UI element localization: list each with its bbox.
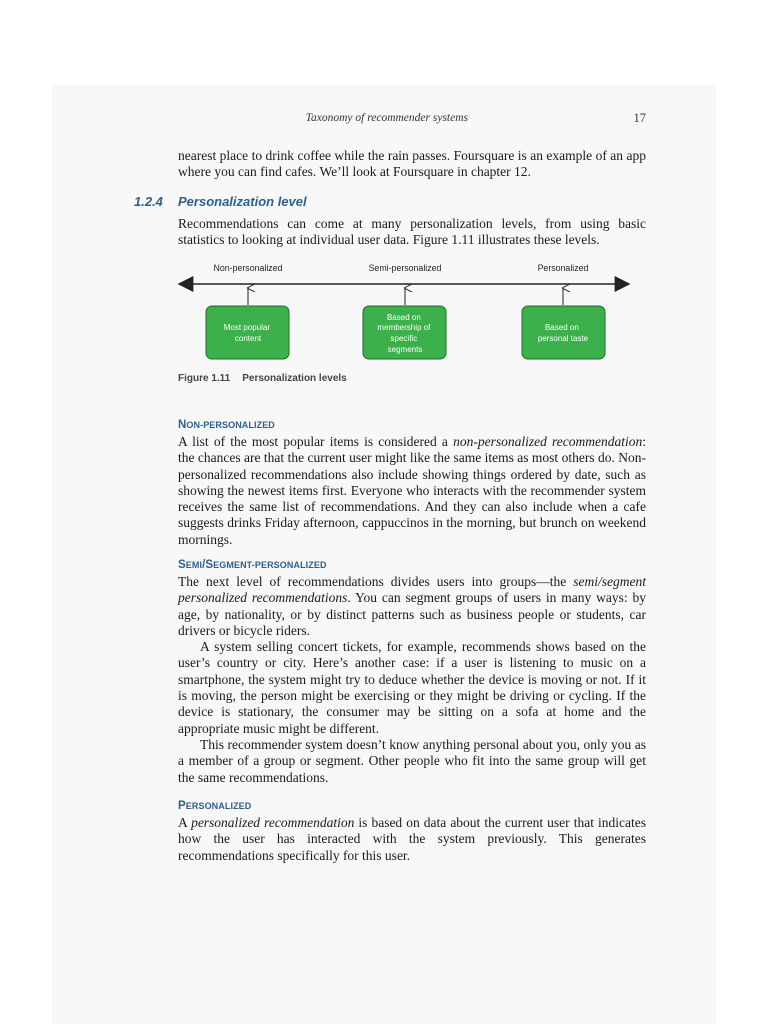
subheading-rest: ERSONALIZED	[185, 801, 252, 811]
box-line: Most popular	[223, 323, 271, 332]
personalized-paragraph	[178, 815, 646, 864]
section-number: 1.2.4	[134, 194, 163, 209]
subheading-letter: P	[178, 800, 186, 812]
text-run: : the chances are that the current user might like the same items as most others do. Non-personalized recommendations also include showing things ordered by date, such as showing the newest items first. Everyone who interacts with the recommender system receives the same list of recommendations. And they can also include when a cafe suggests drinks Friday afternoon, cappuccinos in the morning, but brunch on weekend mornings.	[178, 434, 646, 547]
box-non-personalized	[206, 306, 289, 359]
level-label-non-personalized: Non-personalized	[213, 263, 283, 273]
text-run: . You can segment groups of users in many ways: by age, by nationality, or by distinct patterns such as business people or students, car drivers or bicycle riders.	[178, 590, 646, 638]
subheading-rest: ON-PERSONALIZED	[186, 420, 275, 430]
box-line: specific	[390, 334, 418, 343]
page-number: 17	[633, 111, 646, 125]
section-paragraph-text: Recommendations can come at many personalization levels, from using basic statistics to looking at individual user data. Figure 1.11 illustrates these levels.	[178, 216, 646, 248]
subheading-non-personalized	[178, 419, 275, 431]
box-personalized	[522, 306, 605, 359]
box-line: membership of	[377, 323, 431, 332]
subheading-letter: S	[205, 559, 214, 571]
semi-personalized-text-2: A system selling concert tickets, for example, recommends shows based on the user’s country or city. Here’s another case: if a user is listening to music on a smartphone, the system might try to deduce whether the device is moving or not. If it is moving, the person might be exercising or they might be driving or cycling. If the device is stationary, the consumer may be sitting on a sofa at home and the appropriate music might be different.	[178, 639, 646, 736]
box-line: segments	[387, 345, 423, 354]
intro-paragraph	[178, 148, 646, 181]
subheading-slash: /	[202, 559, 206, 571]
figure-caption-text: Personalization levels	[242, 373, 347, 384]
emphasis-term: semi/segment personalized recommendations	[178, 574, 646, 606]
intro-text: nearest place to drink coffee while the rain passes. Foursquare is an example of an app where you can find cafes. We’ll look at Foursquare in chapter 12.	[178, 148, 646, 180]
box-line: Based on	[544, 323, 579, 332]
subheading-letter: N	[178, 419, 187, 431]
running-head: Taxonomy of recommender systems	[305, 112, 468, 124]
level-label-personalized: Personalized	[537, 263, 589, 273]
section-title: Personalization level	[178, 194, 307, 209]
semi-personalized-paragraphs	[178, 574, 646, 786]
emphasis-term: personalized recommendation	[191, 815, 355, 830]
text-run: The next level of recommendations divides users into groups—the	[178, 574, 574, 589]
level-label-semi-personalized: Semi-personalized	[368, 263, 442, 273]
non-personalized-text	[178, 434, 646, 548]
figure-caption	[178, 373, 347, 384]
personalization-diagram	[170, 258, 640, 370]
box-line: content	[234, 334, 262, 343]
non-personalized-paragraph	[178, 434, 646, 548]
emphasis-term: non-personalized recommendation	[453, 434, 643, 449]
section-paragraph	[178, 216, 646, 249]
subheading-letter: S	[178, 559, 186, 571]
semi-personalized-text-3: This recommender system doesn’t know anything personal about you, only you as a member of a group or segment. Other people who fit into the same group will get the same recommendations.	[178, 736, 646, 785]
text-run: A	[178, 815, 192, 830]
semi-personalized-text-1	[178, 574, 646, 639]
subheading-rest: EMI	[185, 560, 203, 570]
box-line: Based on	[386, 313, 421, 322]
text-run: A list of the most popular items is considered a	[178, 434, 454, 449]
subheading-personalized	[178, 800, 251, 812]
subheading-rest: EGMENT-PERSONALIZED	[213, 560, 327, 570]
subheading-semi-personalized	[178, 559, 327, 571]
personalized-text	[178, 815, 646, 864]
figure-caption-number: Figure 1.11	[178, 373, 231, 384]
text-run: is based on data about the current user that indicates how the user has interacted with the system previously. This generates recommendations specifically for this user.	[178, 815, 646, 863]
box-line: personal taste	[537, 334, 589, 343]
